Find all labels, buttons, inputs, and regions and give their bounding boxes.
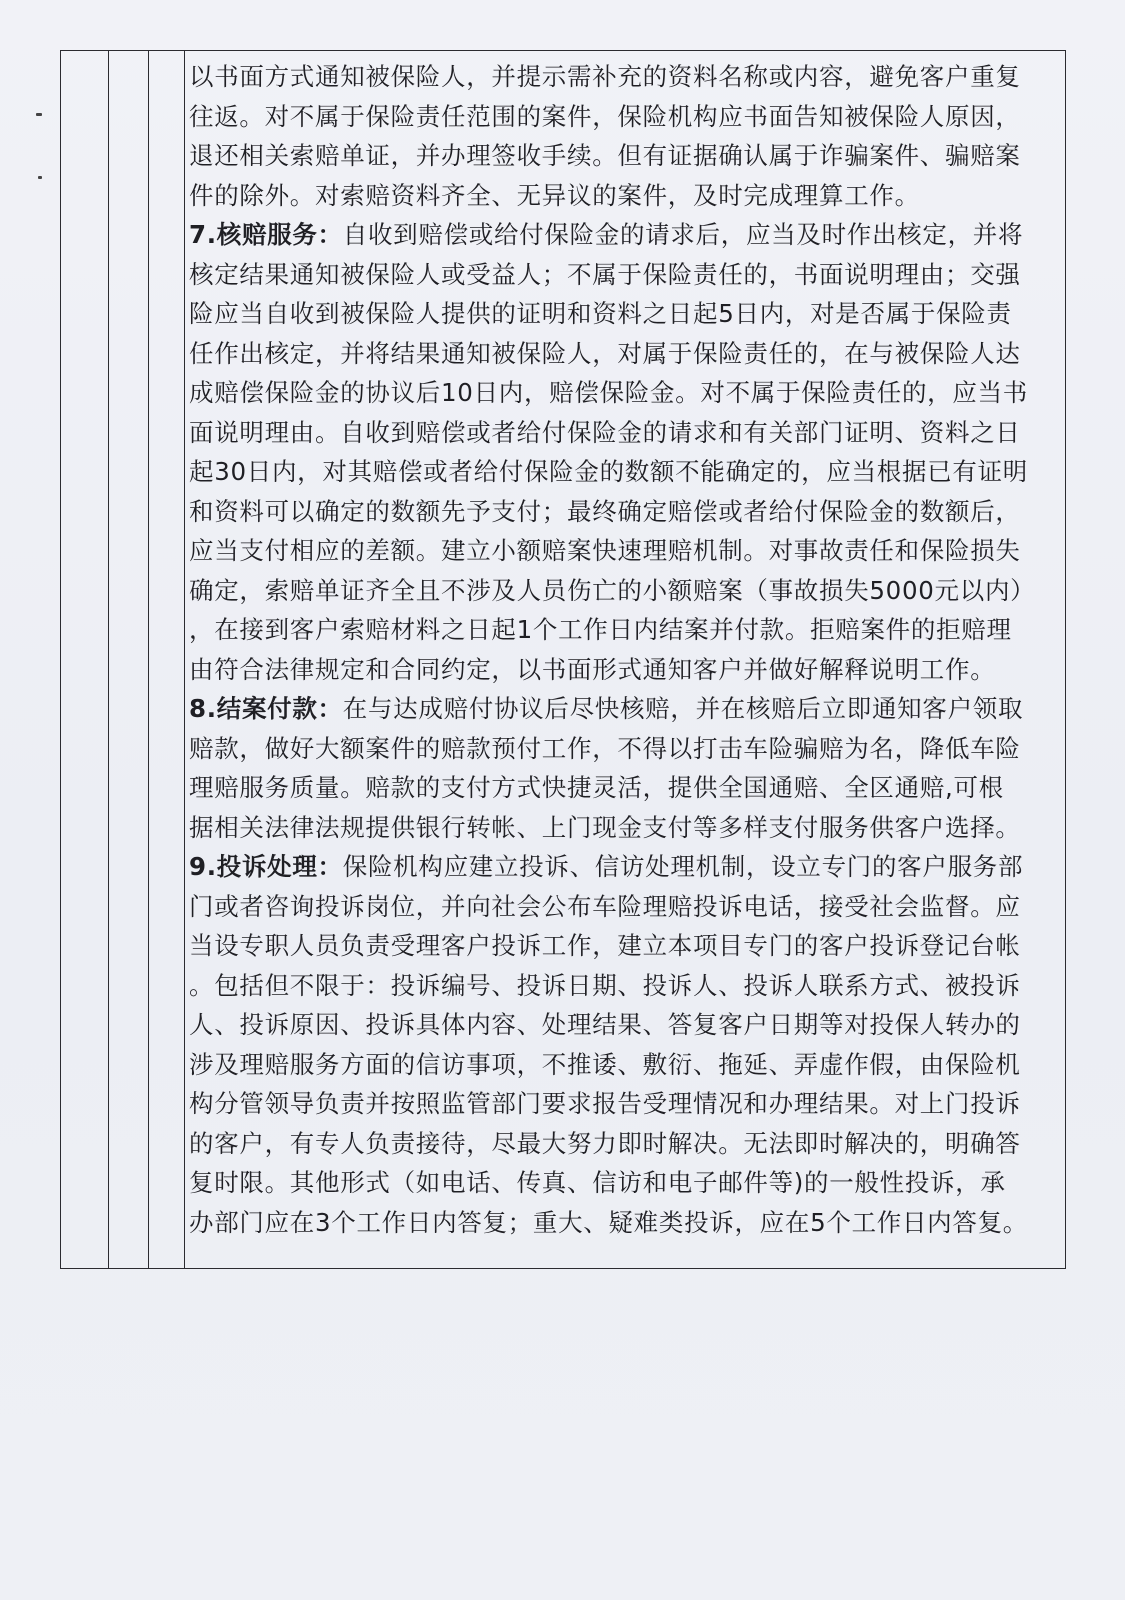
section-heading: 7.核赔服务： <box>189 220 343 249</box>
text-line: 险应当自收到被保险人提供的证明和资料之日起5日内，对是否属于保险责 <box>189 299 1012 328</box>
text-line: 涉及理赔服务方面的信访事项，不推诿、敷衍、拖延、弄虚作假，由保险机 <box>189 1049 1021 1079</box>
section-heading-line: 8.结案付款：在与达成赔付协议后尽快核赔，并在核赔后立即通知客户领取 <box>189 694 1024 723</box>
text-line: 由符合法律规定和合同约定，以书面形式通知客户并做好解释说明工作。 <box>189 654 996 684</box>
text-line: 据相关法律法规提供银行转帐、上门现金支付等多样支付服务供客户选择。 <box>189 812 1021 842</box>
section-heading-line: 9.投诉处理：保险机构应建立投诉、信访处理机制，设立专门的客户服务部 <box>189 852 1024 881</box>
text-line: 件的除外。对索赔资料齐全、无异议的案件，及时完成理算工作。 <box>189 180 920 210</box>
section-heading-line: 7.核赔服务：自收到赔偿或给付保险金的请求后，应当及时作出核定，并将 <box>189 220 1024 249</box>
text-line: 往返。对不属于保险责任范围的案件，保险机构应书面告知被保险人原因， <box>189 101 1021 131</box>
text-line: 的客户，有专人负责接待，尽最大努力即时解决。无法即时解决的，明确答 <box>189 1128 1021 1158</box>
scan-speck <box>36 113 42 116</box>
text-line: 退还相关索赔单证，并办理签收手续。但有证据确认属于诈骗案件、骗赔案 <box>189 141 1021 170</box>
column-divider <box>108 51 109 1268</box>
text-line: 构分管领导负责并按照监管部门要求报告受理情况和办理结果。对上门投诉 <box>189 1089 1021 1118</box>
text-line: 任作出核定，并将结果通知被保险人，对属于保险责任的，在与被保险人达 <box>189 338 1021 368</box>
text-line: 人、投诉原因、投诉具体内容、处理结果、答复客户日期等对投保人转办的 <box>189 1010 1021 1039</box>
text-line: 复时限。其他形式（如电话、传真、信访和电子邮件等)的一般性投诉，承 <box>189 1168 1006 1197</box>
text-line: 和资料可以确定的数额先予支付；最终确定赔偿或者给付保险金的数额后， <box>189 496 1021 526</box>
column-divider <box>148 51 149 1268</box>
text-line: 成赔偿保险金的协议后10日内，赔偿保险金。对不属于保险责任的，应当书 <box>189 378 1028 407</box>
content-table <box>60 50 1066 1269</box>
text-line: 当设专职人员负责受理客户投诉工作，建立本项目专门的客户投诉登记台帐 <box>189 931 1021 960</box>
section-heading: 8.结案付款： <box>189 694 343 723</box>
text-line: 应当支付相应的差额。建立小额赔案快速理赔机制。对事故责任和保险损失 <box>189 536 1021 565</box>
scan-speck <box>38 176 42 179</box>
text-line: 理赔服务质量。赔款的支付方式快捷灵活，提供全国通赔、全区通赔,可根 <box>189 773 1004 802</box>
text-line: 起30日内，对其赔偿或者给付保险金的数额不能确定的，应当根据已有证明 <box>189 457 1028 486</box>
text-line: 面说明理由。自收到赔偿或者给付保险金的请求和有关部门证明、资料之日 <box>189 417 1021 447</box>
text-line: 门或者咨询投诉岗位，并向社会公布车险理赔投诉电话，接受社会监督。应 <box>189 891 1021 921</box>
text-line: 核定结果通知被保险人或受益人；不属于保险责任的，书面说明理由；交强 <box>189 259 1021 289</box>
text-line: 赔款，做好大额案件的赔款预付工作，不得以打击车险骗赔为名，降低车险 <box>189 733 1021 763</box>
section-heading: 9.投诉处理： <box>189 852 343 881</box>
text-line: 以书面方式通知被保险人，并提示需补充的资料名称或内容，避免客户重复 <box>189 62 1021 91</box>
text-line: 办部门应在3个工作日内答复；重大、疑难类投诉，应在5个工作日内答复。 <box>189 1207 1028 1237</box>
table-content-cell <box>185 51 1065 1268</box>
text-line: ，在接到客户索赔材料之日起1个工作日内结案并付款。拒赔案件的拒赔理 <box>189 615 1012 644</box>
text-line: 。包括但不限于：投诉编号、投诉日期、投诉人、投诉人联系方式、被投诉 <box>189 970 1021 1000</box>
text-line: 确定，索赔单证齐全且不涉及人员伤亡的小额赔案（事故损失5000元以内） <box>189 575 1036 605</box>
